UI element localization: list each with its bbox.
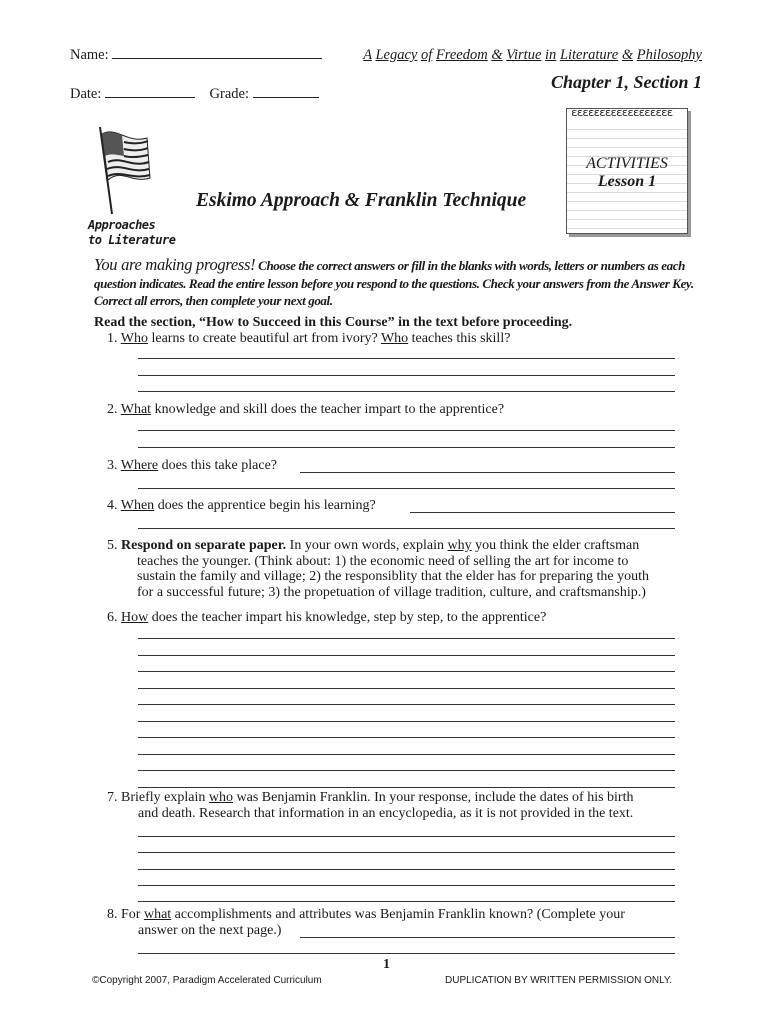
waving-flag-icon <box>92 122 154 217</box>
answer-line[interactable] <box>138 430 675 431</box>
question-4: 4. When does the apprentice begin his learning? <box>107 498 376 513</box>
read-section-instruction: Read the section, “How to Succeed in this Course” in the text before proceeding. <box>94 315 573 330</box>
spiral-notebook-icon: ɛɛɛɛɛɛɛɛɛɛɛɛɛɛɛɛɛɛ <box>571 106 673 119</box>
answer-line[interactable] <box>138 375 675 376</box>
instructions: You are making progress! Choose the correct answers or fill in the blanks with words, letters or numbers as each question indicates. Read the entire lesson before you respond to the questions. Check your answers from the Answer Key. Correct all errors, then complete your next goal. <box>94 255 694 308</box>
answer-line[interactable] <box>138 528 675 529</box>
name-field[interactable] <box>112 58 322 59</box>
question-3: 3. Where does this take place? <box>107 458 278 473</box>
answer-line[interactable] <box>138 737 675 738</box>
answer-line[interactable] <box>138 885 675 886</box>
answer-line[interactable] <box>138 391 675 392</box>
answer-line[interactable] <box>138 671 675 672</box>
logo-caption: Approaches to Literature <box>88 218 176 247</box>
answer-line[interactable] <box>138 638 675 639</box>
answer-line[interactable] <box>138 688 675 689</box>
grade-label: Grade: <box>209 86 249 102</box>
name-row <box>70 47 322 64</box>
answer-line[interactable] <box>138 901 675 902</box>
answer-line[interactable] <box>138 836 675 837</box>
name-label: Name: <box>70 47 109 63</box>
lesson-title: Eskimo Approach & Franklin Technique <box>196 190 527 211</box>
question-1: 1. Who learns to create beautiful art from ivory? Who teaches this skill? <box>107 331 511 346</box>
question-5: 5. Respond on separate paper. In your own words, explain why you think the elder craftsman teaches the younger. (Think about: 1) the economic need of selling the art for income to sustain the family and village; 2) the responsiblity that the elder has for preparing the youth for a successful future; 3) the propetuation of village tradition, culture, and craftsmanship.) <box>107 538 650 600</box>
answer-line[interactable] <box>138 358 675 359</box>
answer-line[interactable] <box>300 937 675 938</box>
duplication-notice: DUPLICATION BY WRITTEN PERMISSION ONLY. <box>445 975 673 986</box>
answer-line[interactable] <box>138 953 675 954</box>
answer-line[interactable] <box>410 512 675 513</box>
page-number: 1 <box>383 957 390 972</box>
answer-line[interactable] <box>138 721 675 722</box>
lesson-label: Lesson 1 <box>597 173 657 190</box>
activities-label: ACTIVITIES <box>586 155 668 172</box>
answer-line[interactable] <box>138 704 675 705</box>
grade-field[interactable] <box>253 97 319 98</box>
question-2: 2. What knowledge and skill does the teacher impart to the apprentice? <box>107 402 505 417</box>
question-8: 8. For what accomplishments and attributes was Benjamin Franklin known? (Complete your answer on the next page.) <box>107 907 625 938</box>
copyright: ©Copyright 2007, Paradigm Accelerated Curriculum <box>92 975 322 986</box>
answer-line[interactable] <box>138 488 675 489</box>
answer-line[interactable] <box>138 447 675 448</box>
question-7: 7. Briefly explain who was Benjamin Franklin. In your response, include the dates of his birth and death. Research that information in an encyclopedia, as it is not provided in the text. <box>107 790 634 821</box>
date-grade-row <box>70 86 319 103</box>
answer-line[interactable] <box>138 852 675 853</box>
answer-line[interactable] <box>138 770 675 771</box>
answer-line[interactable] <box>300 472 675 473</box>
answer-line[interactable] <box>138 869 675 870</box>
answer-line[interactable] <box>138 754 675 755</box>
answer-line[interactable] <box>138 655 675 656</box>
series-title: A Legacy of Freedom & Virtue in Literature & Philosophy <box>363 47 702 63</box>
activities-notebook <box>566 108 688 234</box>
question-6: 6. How does the teacher impart his knowledge, step by step, to the apprentice? <box>107 610 547 625</box>
answer-line[interactable] <box>138 787 675 788</box>
date-label: Date: <box>70 86 102 102</box>
date-field[interactable] <box>105 97 195 98</box>
chapter-section: Chapter 1, Section 1 <box>550 72 702 92</box>
